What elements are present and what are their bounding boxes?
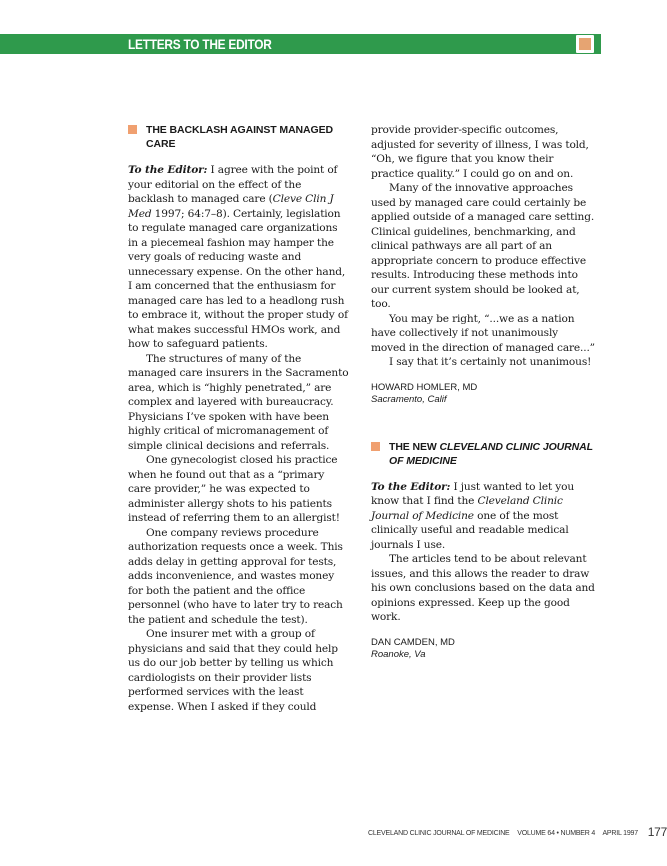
right-column [371, 123, 595, 661]
letter1-paragraph-6: Many of the innovative approaches used by managed care could certainly be applied outside of a managed care setting. Clinical guidelines, benchmarking, and clinical pathways are all part of an appropriate concern to produce effective results. Introducing these methods into our current system should be looked at, too. [371, 182, 595, 310]
letter2-paragraph-2: The articles tend to be about relevant issues, and this allows the reader to draw his own conclusions based on the data and opinions expressed. Keep up the good work. [371, 553, 595, 623]
letter1-paragraph-5: One insurer met with a group of physicians and said that they could help us do our job better by telling us which cardiologists on their provider lists performed services with the least expense. When I asked if they could [128, 628, 338, 713]
letter1-paragraph-1: To the Editor: I agree with the point of your editorial on the effect of the backlash to managed care (Cleve Clin J Med 1997; 64:7–8). Certainly, legislation to regulate managed care organizations in a piecemeal fashion may hamper the very goals of reducing waste and unnecessary expense. On the other hand, I am concerned that the enthusiasm for managed care has led to a headlong rush to embrace it, without the proper study of what makes successful HMOs work, and how to safeguard patients. [128, 164, 348, 350]
page-footer [368, 825, 667, 839]
letter1-author: HOWARD HOMLER, MD [371, 381, 478, 393]
footer-volume: VOLUME 64 • NUMBER 4 [517, 830, 596, 837]
letter1-heading: THE BACKLASH AGAINST MANAGED CARE [128, 123, 350, 151]
letter1-paragraph-5-continued: provide provider-specific outcomes, adjusted for severity of illness, I was told, “Oh, we figure that you know their practice quality.” I could go on and on. [371, 124, 589, 180]
letter2-author: DAN CAMDEN, MD [371, 636, 455, 648]
letter1-paragraph-4: One company reviews procedure authorization requests once a week. This adds delay in getting approval for tests, adds inconvenience, and wastes money for both the patient and the office personnel (who have to later try to reach the patient and schedule the test). [128, 526, 343, 626]
bullet-square-icon [371, 442, 380, 451]
page-number: 177 [647, 825, 667, 839]
letter1-paragraph-8: I say that it’s certainly not unanimous! [389, 356, 592, 368]
journal-logo-icon [576, 35, 594, 53]
section-banner [0, 34, 601, 54]
letter2-paragraph-1: To the Editor: I just wanted to let you know that I find the Cleveland Clinic Journal of Medicine one of the most clinically useful and readable medical journals I use. [371, 480, 575, 551]
bullet-square-icon [128, 125, 137, 134]
letter2-location: Roanoke, Va [371, 648, 426, 660]
footer-date: APRIL 1997 [602, 830, 638, 837]
section-title: LETTERS TO THE EDITOR [128, 36, 272, 52]
letter1-paragraph-3: One gynecologist closed his practice when he found out that as a “primary care provider,” he was expected to administer allergy shots to his patients instead of referring them to an allergist! [128, 454, 340, 524]
letter1-paragraph-7: You may be right, “...we as a nation have collectively if not unanimously moved in the direction of managed care...” [371, 312, 595, 354]
letter1-paragraph-2: The structures of many of the managed care insurers in the Sacramento area, which is “highly penetrated,” are complex and layered with bureaucracy. Physicians I’ve spoken with have been highly critical of micromanagement of simple clinical decisions and referrals. [128, 352, 349, 452]
left-column [128, 123, 350, 714]
letter2-heading: THE NEW CLEVELAND CLINIC JOURNAL OF MEDICINE [371, 440, 595, 468]
letter1-location: Sacramento, Calif [371, 393, 447, 405]
footer-journal: CLEVELAND CLINIC JOURNAL OF MEDICINE [368, 830, 510, 837]
